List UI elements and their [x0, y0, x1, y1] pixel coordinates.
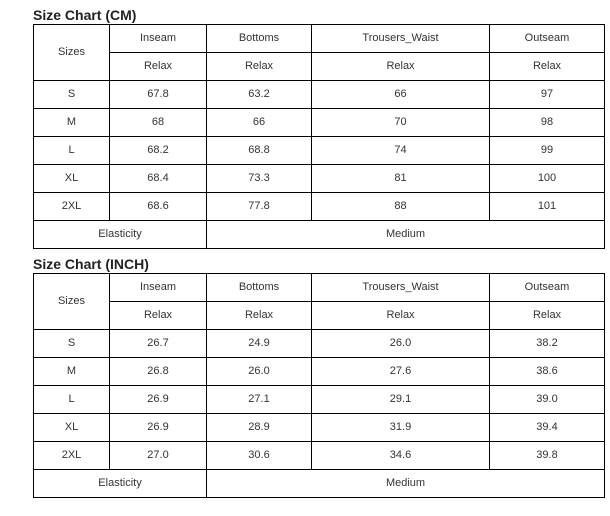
elasticity-row [34, 221, 605, 249]
column-header-bottoms: Bottoms [207, 274, 312, 302]
fit-cell: Relax [312, 53, 490, 81]
sizes-header: Sizes [34, 274, 110, 330]
size-cell: 2XL [34, 193, 110, 221]
table-row [34, 386, 605, 414]
table-row [34, 137, 605, 165]
outseam-cell: 99 [490, 137, 605, 165]
waist-cell: 29.1 [312, 386, 490, 414]
size-cell: M [34, 358, 110, 386]
size-cell: L [34, 137, 110, 165]
waist-cell: 27.6 [312, 358, 490, 386]
table-row [34, 165, 605, 193]
bottoms-cell: 28.9 [207, 414, 312, 442]
outseam-cell: 39.0 [490, 386, 605, 414]
bottoms-cell: 24.9 [207, 330, 312, 358]
inseam-cell: 26.9 [110, 414, 207, 442]
fit-row [34, 302, 605, 330]
fit-cell: Relax [490, 302, 605, 330]
fit-cell: Relax [207, 53, 312, 81]
bottoms-cell: 68.8 [207, 137, 312, 165]
size-cell: 2XL [34, 442, 110, 470]
waist-cell: 70 [312, 109, 490, 137]
inseam-cell: 68 [110, 109, 207, 137]
bottoms-cell: 66 [207, 109, 312, 137]
inseam-cell: 26.7 [110, 330, 207, 358]
outseam-cell: 101 [490, 193, 605, 221]
header-row [34, 25, 605, 53]
elasticity-label: Elasticity [34, 470, 207, 498]
table-row [34, 81, 605, 109]
column-header-inseam: Inseam [110, 274, 207, 302]
inseam-cell: 68.2 [110, 137, 207, 165]
column-header-outseam: Outseam [490, 274, 605, 302]
inseam-cell: 26.8 [110, 358, 207, 386]
size-cell: L [34, 386, 110, 414]
bottoms-cell: 63.2 [207, 81, 312, 109]
elasticity-value: Medium [207, 221, 605, 249]
column-header-trousers-waist: Trousers_Waist [312, 274, 490, 302]
header-row [34, 274, 605, 302]
size-cell: S [34, 81, 110, 109]
waist-cell: 74 [312, 137, 490, 165]
column-header-trousers-waist: Trousers_Waist [312, 25, 490, 53]
table-row [34, 414, 605, 442]
elasticity-label: Elasticity [34, 221, 207, 249]
size-chart-inch-table [33, 273, 605, 498]
elasticity-row [34, 470, 605, 498]
bottoms-cell: 26.0 [207, 358, 312, 386]
fit-cell: Relax [312, 302, 490, 330]
size-cell: M [34, 109, 110, 137]
waist-cell: 88 [312, 193, 490, 221]
inseam-cell: 68.6 [110, 193, 207, 221]
size-cell: XL [34, 414, 110, 442]
fit-cell: Relax [110, 53, 207, 81]
fit-row [34, 53, 605, 81]
waist-cell: 66 [312, 81, 490, 109]
table-row [34, 109, 605, 137]
column-header-outseam: Outseam [490, 25, 605, 53]
inseam-cell: 26.9 [110, 386, 207, 414]
fit-cell: Relax [110, 302, 207, 330]
outseam-cell: 100 [490, 165, 605, 193]
sizes-header: Sizes [34, 25, 110, 81]
size-cell: XL [34, 165, 110, 193]
column-header-inseam: Inseam [110, 25, 207, 53]
fit-cell: Relax [490, 53, 605, 81]
inseam-cell: 67.8 [110, 81, 207, 109]
column-header-bottoms: Bottoms [207, 25, 312, 53]
table-row [34, 358, 605, 386]
size-chart-cm-table [33, 24, 605, 249]
table-row [34, 442, 605, 470]
outseam-cell: 39.8 [490, 442, 605, 470]
table-row [34, 193, 605, 221]
elasticity-value: Medium [207, 470, 605, 498]
inseam-cell: 27.0 [110, 442, 207, 470]
waist-cell: 81 [312, 165, 490, 193]
waist-cell: 31.9 [312, 414, 490, 442]
bottoms-cell: 27.1 [207, 386, 312, 414]
size-cell: S [34, 330, 110, 358]
bottoms-cell: 30.6 [207, 442, 312, 470]
outseam-cell: 38.6 [490, 358, 605, 386]
waist-cell: 34.6 [312, 442, 490, 470]
outseam-cell: 97 [490, 81, 605, 109]
bottoms-cell: 73.3 [207, 165, 312, 193]
bottoms-cell: 77.8 [207, 193, 312, 221]
fit-cell: Relax [207, 302, 312, 330]
size-chart-inch-title: Size Chart (INCH) [33, 256, 149, 272]
inseam-cell: 68.4 [110, 165, 207, 193]
size-chart-cm-title: Size Chart (CM) [33, 7, 137, 23]
table-row [34, 330, 605, 358]
waist-cell: 26.0 [312, 330, 490, 358]
outseam-cell: 38.2 [490, 330, 605, 358]
outseam-cell: 98 [490, 109, 605, 137]
outseam-cell: 39.4 [490, 414, 605, 442]
